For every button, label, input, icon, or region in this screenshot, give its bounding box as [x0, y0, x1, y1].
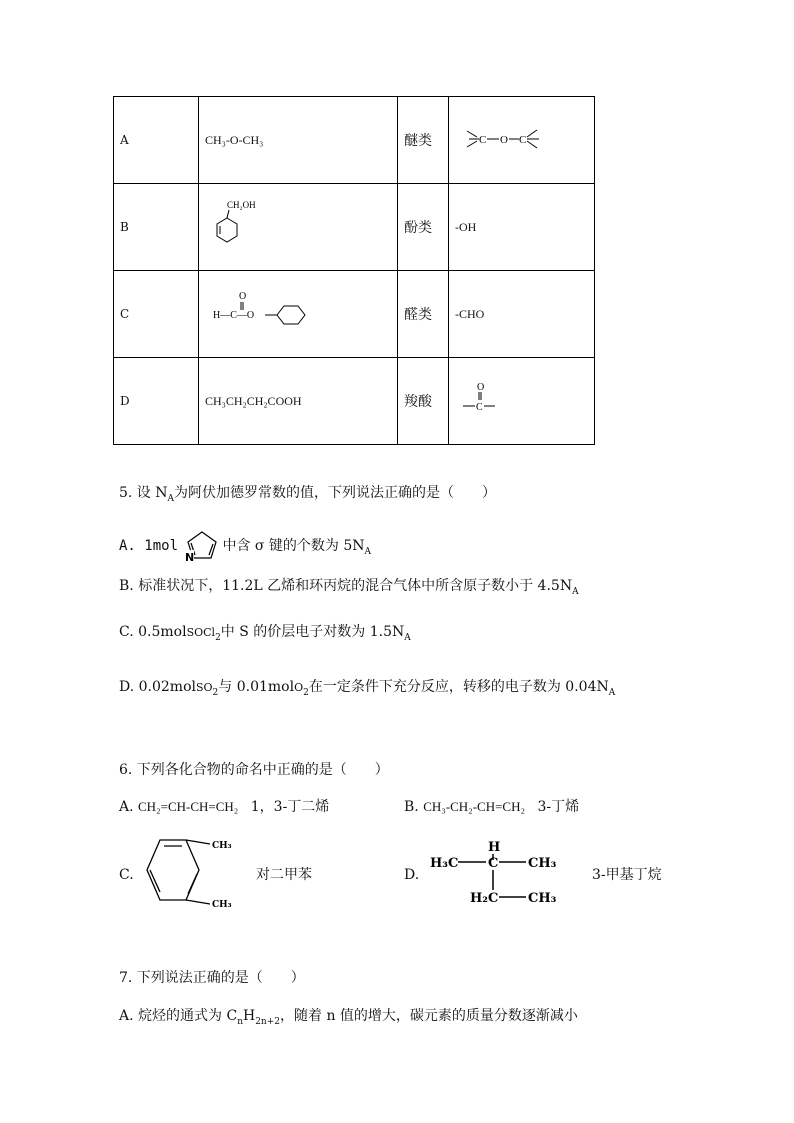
svg-text:C: C	[476, 401, 483, 413]
benzyl-ch2oh-label: CH₂OH	[227, 199, 256, 210]
functional-group: -OH	[449, 184, 595, 271]
question-5-option-c: C. 0.5molSOCl$_2$中 S 的价层电子对数为 $1.5N_A$	[119, 624, 411, 643]
question-6-option-d-label: D.	[404, 867, 420, 883]
question-5-stem: 5. 设 $N_A$为阿伏加德罗常数的值，下列说法正确的是（ ）	[119, 485, 497, 504]
methyl-left-label: H₃C	[430, 856, 459, 871]
methyl-label: CH₃	[212, 900, 232, 910]
compound-class: 酚类	[398, 184, 449, 271]
question-5-option-a: A. 1mol N 中含 σ 键的个数为 $5N_A$	[119, 528, 371, 564]
table-row	[114, 271, 595, 358]
table-row	[114, 358, 595, 445]
row-label: C	[114, 271, 199, 358]
compound-formula: CH₃-O-CH₃	[199, 97, 398, 184]
formate-chain-label: H—C—O	[213, 309, 255, 321]
central-carbon-label: C	[488, 856, 499, 871]
question-7-stem: 7. 下列说法正确的是（ ）	[119, 970, 305, 986]
compound-structure	[199, 184, 398, 271]
methyl-bottom-label: CH₃	[528, 891, 557, 906]
compound-structure	[199, 271, 398, 358]
methyl-label: CH₃	[212, 841, 232, 851]
table-row	[114, 184, 595, 271]
question-6-option-a: A. CH₂=CH-CH=CH₂ 1，3-丁二烯	[119, 799, 330, 815]
compound-class: 醚类	[398, 97, 449, 184]
pyrrole-n-label: N	[185, 551, 195, 564]
question-6-option-b: B. CH₃-CH₂-CH=CH₂ 3-丁烯	[404, 799, 580, 815]
carbonyl-group-structure	[455, 378, 515, 422]
row-label: B	[114, 184, 199, 271]
phenyl-formate-structure	[205, 288, 325, 338]
svg-text:C: C	[519, 133, 527, 146]
question-5-option-b: B. 标准状况下，11.2L 乙烯和环丙烷的混合气体中所含原子数小于 $4.5N_A$	[119, 578, 579, 597]
compound-class: 羧酸	[398, 358, 449, 445]
question-6-option-d-name: 3-甲基丁烷	[592, 867, 662, 883]
question-6-stem: 6. 下列各化合物的命名中正确的是（ ）	[119, 762, 389, 778]
svg-text:C: C	[479, 133, 487, 146]
methyl-right-label: CH₃	[528, 856, 557, 871]
svg-text:O: O	[239, 290, 247, 302]
svg-text:O: O	[500, 133, 508, 146]
compound-formula: CH₃CH₂CH₂COOH	[199, 358, 398, 445]
functional-group-structure	[449, 358, 595, 445]
table-row	[114, 97, 595, 184]
compound-class: 醛类	[398, 271, 449, 358]
row-label: D	[114, 358, 199, 445]
pyrrole-ring-structure	[182, 528, 222, 564]
row-label: A	[114, 97, 199, 184]
question-6-option-c-label: C.	[119, 867, 134, 883]
question-6-option-c-name: 对二甲苯	[256, 867, 312, 883]
functional-group-table	[113, 96, 595, 445]
methylene-label: H₂C	[470, 891, 499, 906]
functional-group-structure	[449, 97, 595, 184]
svg-text:O: O	[477, 381, 485, 393]
ether-group-structure	[455, 119, 545, 159]
o-xylene-structure	[138, 834, 250, 910]
methylbutane-structure	[428, 838, 560, 912]
question-7-option-a: A. 烷烃的通式为 $C_nH_{2n+2}$，随着 n 值的增大，碳元素的质量分数逐渐减小	[119, 1008, 578, 1027]
question-5-option-d: D. 0.02molSO$_2$与 0.01molO$_2$在一定条件下充分反应，转移的电子数为 $0.04N_A$	[119, 679, 616, 698]
functional-group: -CHO	[449, 271, 595, 358]
benzyl-alcohol-structure	[205, 196, 285, 256]
hydrogen-label: H	[488, 840, 501, 855]
